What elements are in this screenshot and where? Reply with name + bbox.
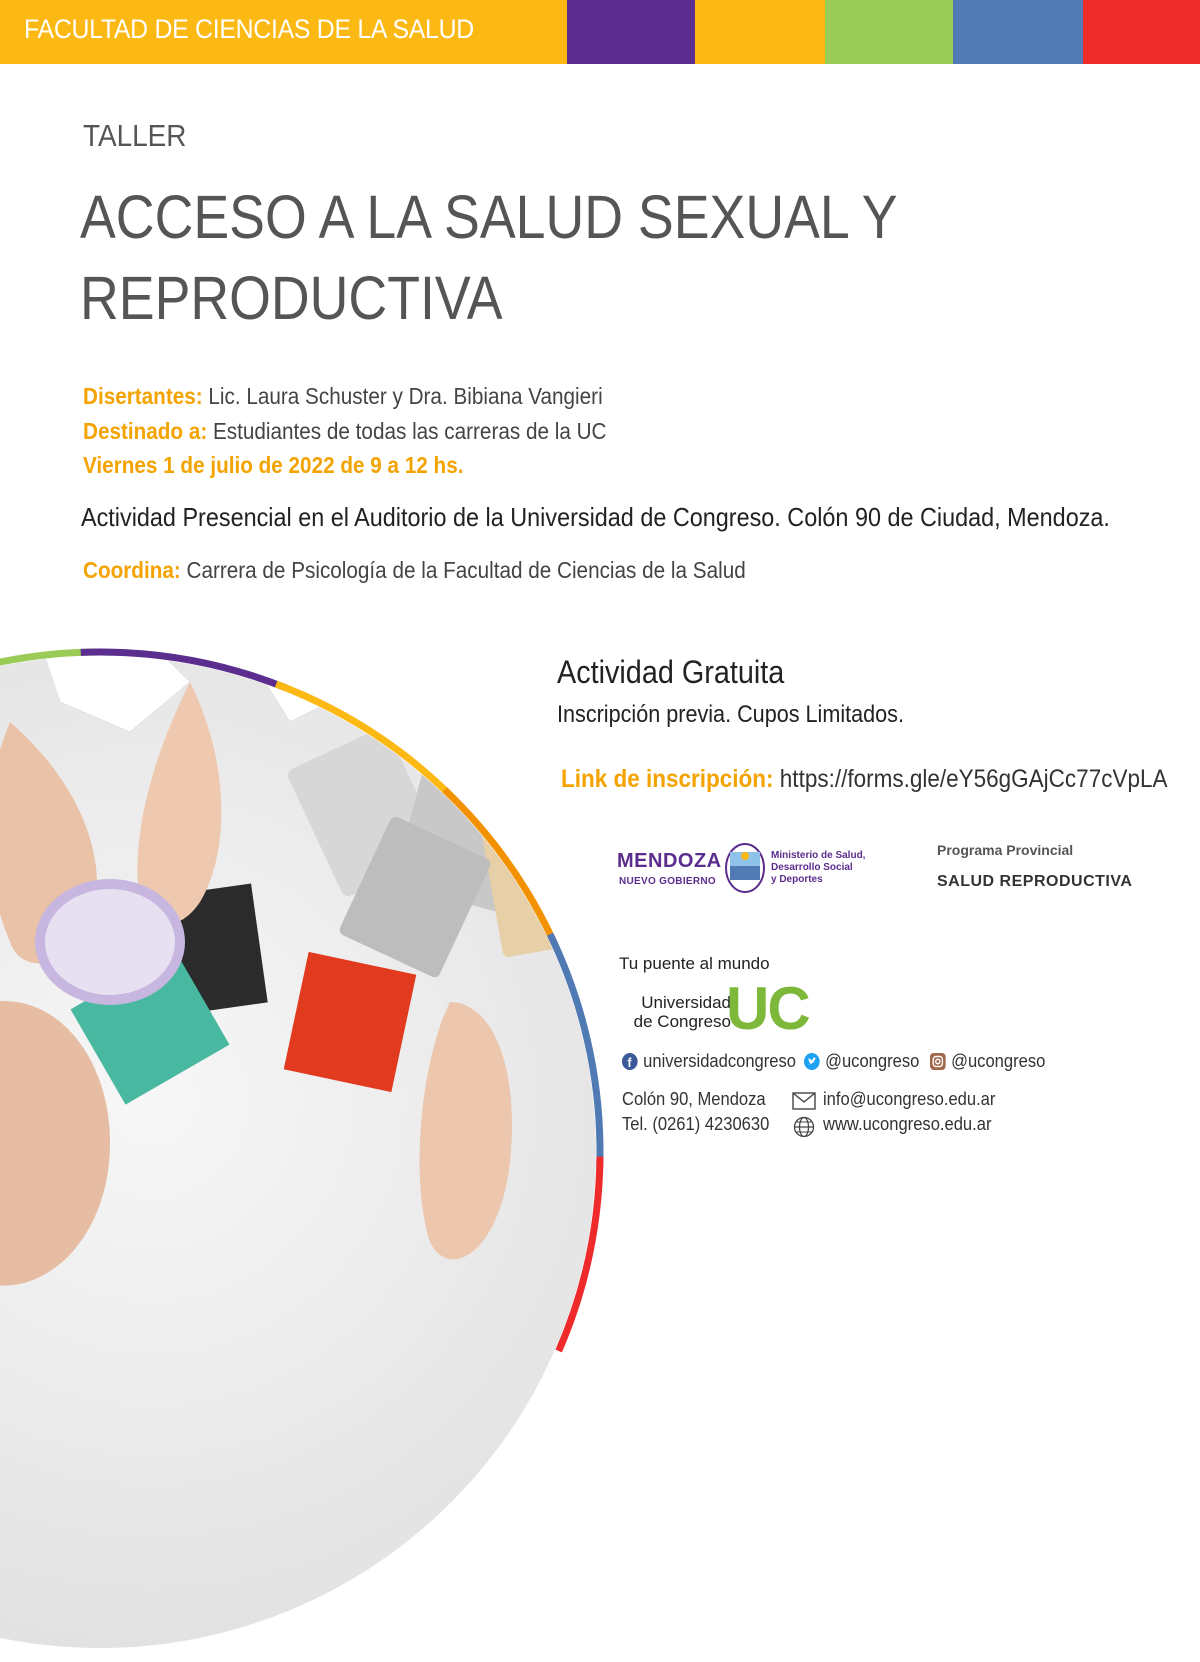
instagram-icon (930, 1053, 946, 1070)
header-red-segment (1083, 0, 1200, 64)
audience-label: Destinado a: (83, 418, 208, 444)
free-activity-title: Actividad Gratuita (557, 654, 785, 690)
event-title (80, 177, 898, 339)
facebook-icon (622, 1053, 638, 1070)
registration-link-label: Link de inscripción: (561, 765, 774, 793)
registration-link[interactable]: https://forms.gle/eY56gGAjCc77cVpLA (779, 765, 1168, 793)
mendoza-subtitle: NUEVO GOBIERNO (619, 876, 716, 887)
mendoza-seal-icon (724, 842, 766, 894)
date-line (83, 452, 463, 479)
header-purple-segment (567, 0, 695, 64)
header-green-segment (825, 0, 953, 64)
university-name-line-2: de Congreso (633, 1012, 731, 1031)
twitter-handle: @ucongreso (825, 1051, 920, 1071)
ministry-name (771, 850, 881, 886)
ministry-line-1: Ministerio de Salud, (771, 850, 866, 861)
audience-value: Estudiantes de todas las carreras de la UC (212, 418, 607, 444)
university-name-line-1: Universidad (641, 993, 731, 1012)
twitter-link[interactable] (804, 1051, 919, 1072)
instagram-link[interactable] (930, 1051, 1045, 1072)
coordination-value: Carrera de Psicología de la Facultad de Ciencias de la Salud (186, 557, 746, 583)
venue-text: Actividad Presencial en el Auditorio de la Universidad de Congreso. Colón 90 de Ciudad, Mendoza. (81, 502, 1110, 532)
event-title-line-2: REPRODUCTIVA (80, 264, 503, 332)
hands-condoms-photo (0, 642, 610, 1662)
website-link[interactable]: www.ucongreso.edu.ar (823, 1114, 992, 1134)
facebook-handle: universidadcongreso (643, 1051, 796, 1071)
mendoza-government-logo (617, 838, 877, 898)
header-color-bar (0, 0, 1200, 64)
photo-circle-graphic (0, 642, 610, 1662)
registration-line (561, 765, 1168, 794)
program-label: Programa Provincial (937, 842, 1074, 858)
speakers-value: Lic. Laura Schuster y Dra. Bibiana Vangieri (208, 383, 603, 409)
university-logo-mark: UC (726, 975, 809, 1042)
university-tagline: Tu puente al mundo (619, 954, 770, 973)
registration-note: Inscripción previa. Cupos Limitados. (557, 701, 904, 728)
event-title-line-1: ACCESO A LA SALUD SEXUAL Y (80, 183, 898, 251)
program-name: SALUD REPRODUCTIVA (937, 873, 1133, 890)
email-link[interactable]: info@ucongreso.edu.ar (823, 1089, 996, 1109)
instagram-handle: @ucongreso (951, 1051, 1046, 1071)
faculty-title: FACULTAD DE CIENCIAS DE LA SALUD (24, 14, 474, 44)
svg-text:f: f (627, 1055, 632, 1070)
audience-line (83, 418, 606, 445)
header-blue-segment (953, 0, 1083, 64)
event-kicker: TALLER (83, 118, 187, 153)
mendoza-wordmark: MENDOZA (617, 850, 722, 872)
address-text: Colón 90, Mendoza (622, 1089, 766, 1109)
coordination-label: Coordina: (83, 557, 181, 583)
header-orange-segment (695, 0, 825, 64)
speakers-label: Disertantes: (83, 383, 203, 409)
facebook-link[interactable] (622, 1051, 796, 1072)
ministry-line-3: y Deportes (771, 874, 823, 885)
university-name (621, 993, 731, 1031)
header-yellow-segment (0, 0, 567, 64)
phone-text: Tel. (0261) 4230630 (622, 1114, 770, 1134)
email-icon (792, 1092, 816, 1110)
event-date: Viernes 1 de julio de 2022 de 9 a 12 hs. (83, 452, 464, 478)
speakers-line (83, 383, 603, 410)
ministry-line-2: Desarrollo Social (771, 862, 853, 873)
coordination-line (83, 557, 746, 584)
globe-icon (793, 1116, 815, 1138)
twitter-icon (804, 1053, 820, 1070)
